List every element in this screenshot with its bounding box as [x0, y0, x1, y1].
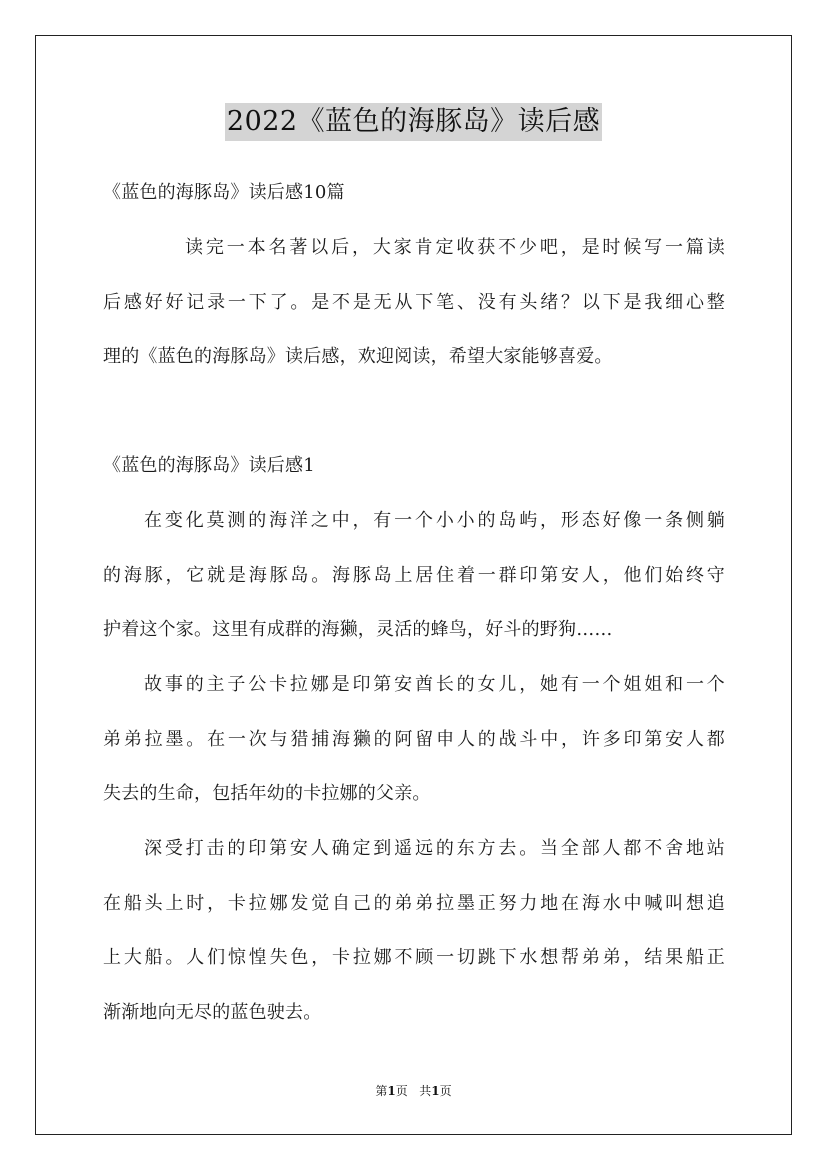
total-pages: 1 — [431, 1084, 440, 1098]
intro-line: 读完一本名著以后，大家肯定收获不少吧，是时候写一篇读 — [185, 237, 725, 258]
paragraph-line: 失去的生命，包括年幼的卡拉娜的父亲。 — [103, 783, 431, 804]
paragraph-line: 上大船。人们惊惶失色，卡拉娜不顾一切跳下水想帮弟弟，结果船正 — [103, 947, 725, 968]
page-footer — [0, 1083, 827, 1099]
paragraph-line: 渐渐地向无尽的蓝色驶去。 — [103, 1002, 322, 1023]
paragraph-line: 故事的主子公卡拉娜是印第安酋长的女儿，她有一个姐姐和一个 — [144, 674, 725, 695]
page-number: 1 — [387, 1084, 396, 1098]
paragraph-line: 在船头上时，卡拉娜发觉自己的弟弟拉墨正努力地在海水中喊叫想追 — [103, 893, 725, 914]
paragraph-line: 在变化莫测的海洋之中，有一个小小的岛屿，形态好像一条侧躺 — [144, 510, 725, 531]
document-subtitle: 《蓝色的海豚岛》读后感10篇 — [103, 182, 345, 203]
paragraph-line: 弟弟拉墨。在一次与猎捕海獭的阿留申人的战斗中，许多印第安人都 — [103, 729, 725, 750]
page-suffix: 页 — [395, 1084, 408, 1098]
intro-line: 理的《蓝色的海豚岛》读后感，欢迎阅读，希望大家能够喜爱。 — [103, 346, 613, 367]
document-title: 2022《蓝色的海豚岛》读后感 — [225, 103, 602, 141]
total-suffix: 页 — [439, 1084, 452, 1098]
title-wrap — [0, 103, 827, 141]
paragraph-line: 护着这个家。这里有成群的海獭，灵活的蜂鸟，好斗的野狗…… — [103, 619, 613, 640]
section-heading: 《蓝色的海豚岛》读后感1 — [103, 455, 315, 476]
paragraph-line: 的海豚，它就是海豚岛。海豚岛上居住着一群印第安人，他们始终守 — [103, 565, 725, 586]
page-prefix: 第 — [375, 1084, 388, 1098]
total-prefix: 共 — [419, 1084, 432, 1098]
paragraph-line: 深受打击的印第安人确定到遥远的东方去。当全部人都不舍地站 — [144, 838, 725, 859]
intro-line: 后感好好记录一下了。是不是无从下笔、没有头绪？以下是我细心整 — [103, 292, 725, 313]
